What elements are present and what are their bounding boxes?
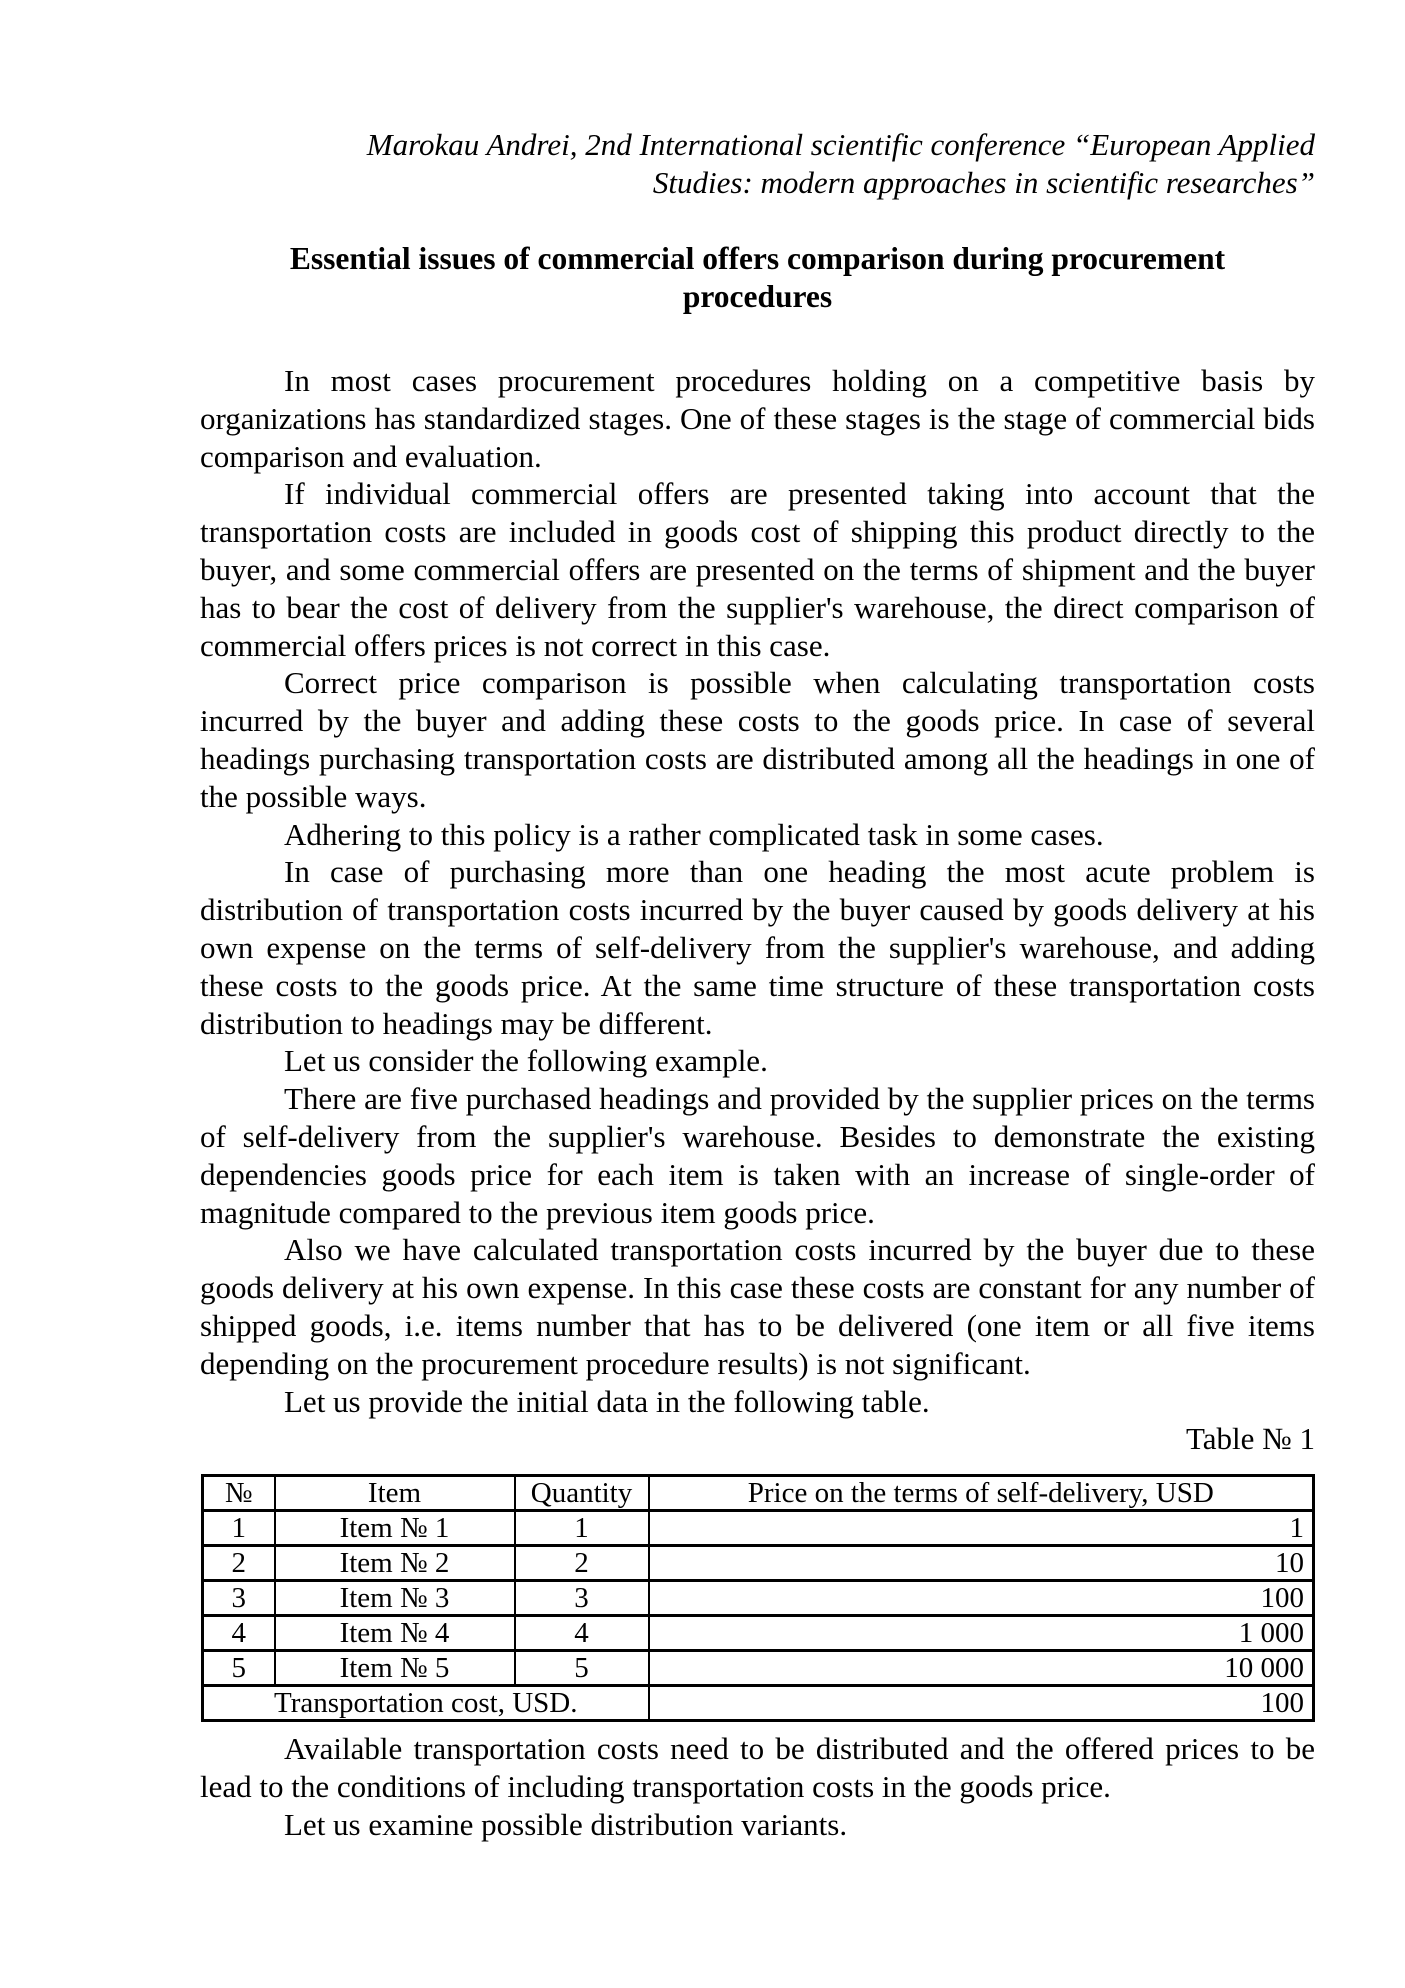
conference-header-line-2: Studies: modern approaches in scientific researches” bbox=[652, 164, 1315, 200]
article-closing bbox=[200, 1730, 1315, 1843]
paragraph: Correct price comparison is possible when calculating transportation costs incurred by the buyer and adding these costs to the goods price. In case of several headings purchasing transportation costs are distributed among all the headings in one of the possible ways. bbox=[200, 665, 1315, 814]
transportation-cost-label-cell: Transportation cost, USD. bbox=[203, 1686, 649, 1721]
paragraph: Let us examine possible distribution variants. bbox=[284, 1806, 848, 1842]
item-cell: Item № 5 bbox=[275, 1651, 515, 1686]
price-cell: 1 bbox=[649, 1511, 1314, 1546]
article-title bbox=[200, 240, 1315, 316]
quantity-cell: 3 bbox=[515, 1581, 649, 1616]
price-cell: 10 000 bbox=[649, 1651, 1314, 1686]
transportation-cost-value-cell: 100 bbox=[649, 1686, 1314, 1721]
paragraph: If individual commercial offers are presented taking into account that the transportation costs are included in goods cost of shipping this product directly to the buyer, and some commercial offers are presented on the terms of shipment and the buyer has to bear the cost of delivery from the supplier's warehouse, the direct comparison of commercial offers prices is not correct in this case. bbox=[200, 476, 1315, 663]
row-number-cell: 3 bbox=[203, 1581, 275, 1616]
paragraph: Also we have calculated transportation costs incurred by the buyer due to these goods delivery at his own expense. In this case these costs are constant for any number of shipped goods, i.e. items number that has to be delivered (one item or all five items depending on the procurement procedure results) is not significant. bbox=[200, 1232, 1315, 1381]
conference-header bbox=[200, 126, 1315, 202]
paragraph: Let us consider the following example. bbox=[284, 1043, 768, 1079]
price-cell: 1 000 bbox=[649, 1616, 1314, 1651]
table-footer-row bbox=[203, 1686, 1314, 1721]
row-number-cell: 1 bbox=[203, 1511, 275, 1546]
table-row bbox=[203, 1546, 1314, 1581]
quantity-cell: 1 bbox=[515, 1511, 649, 1546]
paragraph: Adhering to this policy is a rather complicated task in some cases. bbox=[284, 816, 1104, 852]
quantity-cell: 4 bbox=[515, 1616, 649, 1651]
column-header-quantity: Quantity bbox=[515, 1476, 649, 1511]
paragraph: In most cases procurement procedures holding on a competitive basis by organizations has standardized stages. One of these stages is the stage of commercial bids comparison and evaluation. bbox=[200, 363, 1315, 474]
paragraph: Available transportation costs need to be distributed and the offered prices to be lead to the conditions of including transportation costs in the goods price. bbox=[200, 1731, 1315, 1804]
quantity-cell: 2 bbox=[515, 1546, 649, 1581]
article-body bbox=[200, 362, 1315, 1422]
item-cell: Item № 3 bbox=[275, 1581, 515, 1616]
column-header-price: Price on the terms of self-delivery, USD bbox=[649, 1476, 1314, 1511]
row-number-cell: 2 bbox=[203, 1546, 275, 1581]
article-title-line-1: Essential issues of commercial offers comparison during procurement bbox=[289, 241, 1226, 276]
initial-data-table bbox=[201, 1474, 1315, 1722]
table-row bbox=[203, 1511, 1314, 1546]
table-row bbox=[203, 1651, 1314, 1686]
column-header-item: Item bbox=[275, 1476, 515, 1511]
item-cell: Item № 1 bbox=[275, 1511, 515, 1546]
price-cell: 100 bbox=[649, 1581, 1314, 1616]
item-cell: Item № 2 bbox=[275, 1546, 515, 1581]
price-cell: 10 bbox=[649, 1546, 1314, 1581]
table-row bbox=[203, 1616, 1314, 1651]
column-header-number: № bbox=[203, 1476, 275, 1511]
item-cell: Item № 4 bbox=[275, 1616, 515, 1651]
conference-header-line-1: Marokau Andrei, 2nd International scientific conference “European Applied bbox=[366, 127, 1315, 162]
paragraph: In case of purchasing more than one heading the most acute problem is distribution of transportation costs incurred by the buyer caused by goods delivery at his own expense on the terms of self-delivery from the supplier's warehouse, and adding these costs to the goods price. At the same time structure of these transportation costs distribution to headings may be different. bbox=[200, 854, 1315, 1041]
row-number-cell: 5 bbox=[203, 1651, 275, 1686]
table-header-row bbox=[203, 1476, 1314, 1511]
paragraph: Let us provide the initial data in the following table. bbox=[284, 1383, 930, 1419]
row-number-cell: 4 bbox=[203, 1616, 275, 1651]
table-caption: Table № 1 bbox=[1186, 1421, 1315, 1456]
article-title-line-2: procedures bbox=[682, 278, 833, 314]
paragraph: There are five purchased headings and provided by the supplier prices on the terms of self-delivery from the supplier's warehouse. Besides to demonstrate the existing dependencies goods price for each item is taken with an increase of single-order of magnitude compared to the previous item goods price. bbox=[200, 1081, 1315, 1230]
quantity-cell: 5 bbox=[515, 1651, 649, 1686]
table-row bbox=[203, 1581, 1314, 1616]
